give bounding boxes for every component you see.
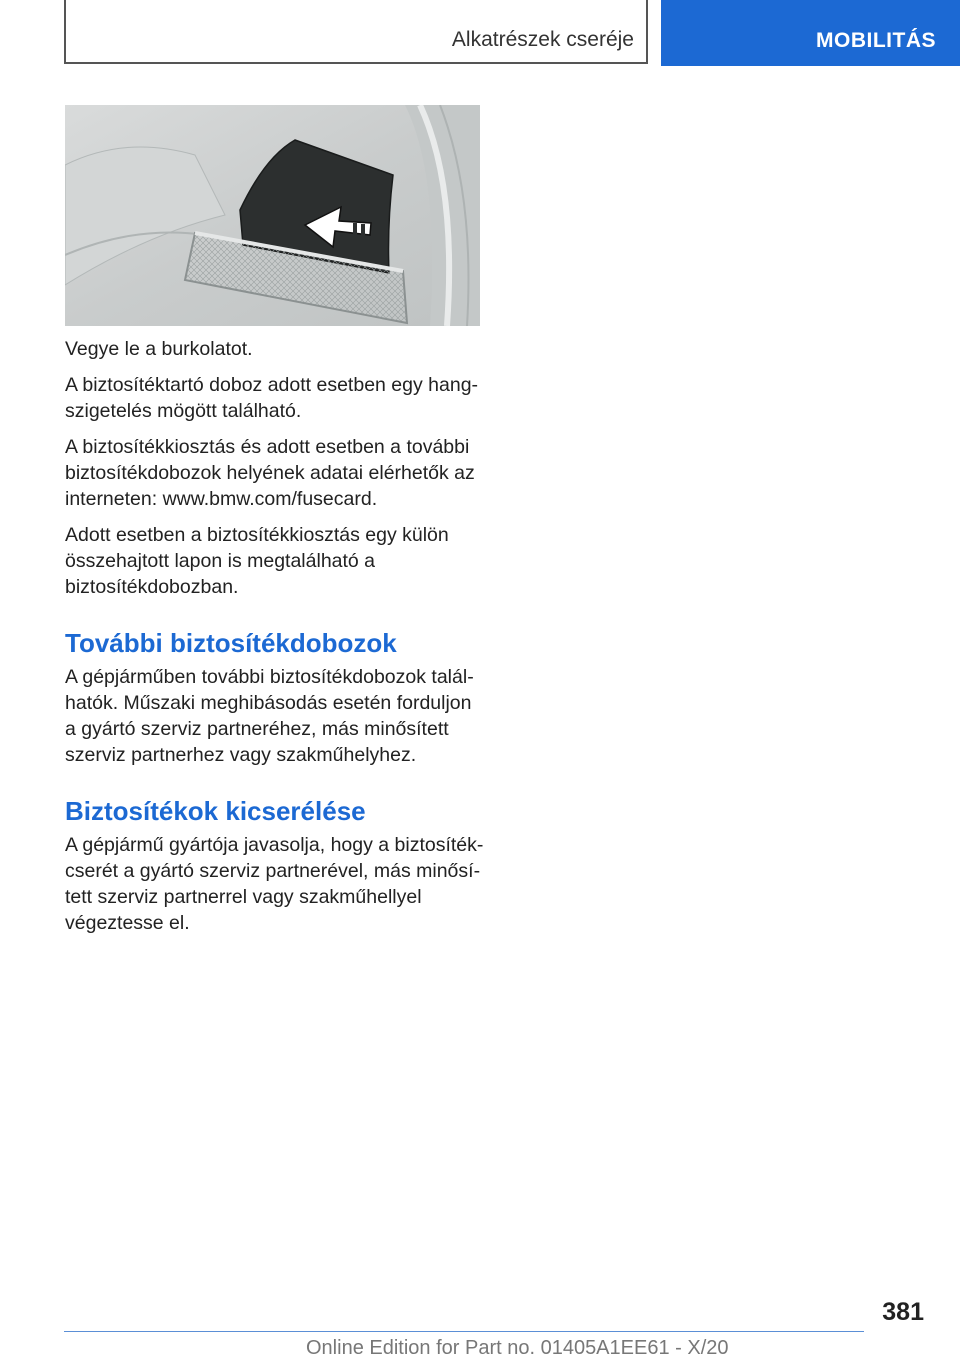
paragraph: A gépjármű gyártója javasolja, hogy a biztosítékcserét a gyártó szerviz partnerével, más minősített szerviz partnerrel vagy szakműhellyel végeztesse el. <box>65 834 484 934</box>
section-heading: Biztosítékok kicserélése <box>65 796 366 826</box>
paragraph: A biztosítékkiosztás és adott esetben a további biztosítékdobozok helyének adatai elérhetők az interneten: www.bmw.com/fusecard. <box>65 436 475 510</box>
section-tab-label: MOBILITÁS <box>816 29 936 52</box>
paragraph: Vegye le a burkolatot. <box>65 338 253 360</box>
section-title: Alkatrészek cseréje <box>451 28 634 51</box>
main-text <box>65 336 485 946</box>
section-heading: További biztosítékdobozok <box>65 628 397 658</box>
paragraph: Adott esetben a biztosítékkiosztás egy külön összehajtott lapon is megtalálható a biztosítékdobozban. <box>65 524 449 598</box>
section-tab <box>661 0 960 66</box>
page-number: 381 <box>882 1298 924 1326</box>
edition-footer: Online Edition for Part no. 01405A1EE61 - X/20 <box>306 1337 729 1359</box>
footer-divider <box>64 1331 864 1332</box>
header-box <box>64 0 648 64</box>
trunk-fuse-cover-illustration <box>65 105 480 326</box>
paragraph: A gépjárműben további biztosítékdobozok találhatók. Műszaki meghibásodás esetén forduljon a gyártó szerviz partneréhez, más minősített szerviz partnerhez vagy szakműhelyhez. <box>65 666 474 766</box>
paragraph: A biztosítéktartó doboz adott esetben egy hangszigetelés mögött található. <box>65 374 479 422</box>
